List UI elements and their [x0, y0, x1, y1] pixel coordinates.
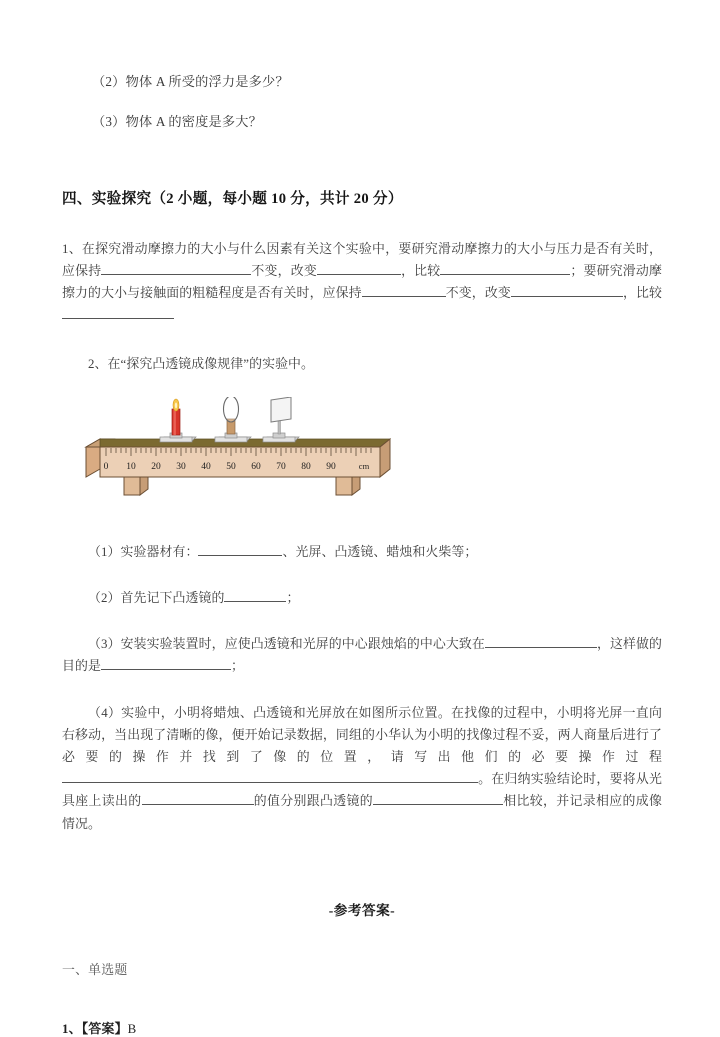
experiment-question-2-stem: 2、在“探究凸透镜成像规律”的实验中。 [88, 356, 315, 371]
experiment-question-1 [62, 238, 662, 327]
q2-sub3-blank-2 [101, 657, 231, 671]
spacer [62, 327, 662, 353]
q1-blank-3 [440, 261, 570, 275]
spacer [62, 919, 662, 959]
svg-text:0: 0 [103, 461, 109, 472]
question-2-buoyancy: （2）物体 A 所受的浮力是多少？ [92, 74, 289, 89]
spacer [62, 153, 662, 187]
spacer [62, 609, 662, 633]
q2-sub4-segment-3: 的值分别跟凸透镜的 [253, 794, 373, 809]
svg-text:40: 40 [201, 461, 211, 472]
q2-sub3-segment-1: （3）安装实验装置时，应使凸透镜和光屏的中心跟烛焰的中心大致在 [88, 637, 485, 652]
answer-value: B [127, 1021, 137, 1036]
svg-text:20: 20 [151, 461, 161, 472]
q1-segment-4: ；要研究滑动摩擦力的大小与接触面的粗糙程度是否有关时，应保持 [62, 264, 663, 301]
bench-front-face [100, 447, 380, 477]
q2-sub-1 [62, 541, 662, 563]
section-heading-experiment: 四、实验探究（2 小题，每小题 10 分，共计 20 分） [62, 190, 403, 207]
svg-text:cm: cm [358, 460, 370, 471]
candle-assembly [160, 399, 196, 442]
question-3-density: （3）物体 A 的密度是多大？ [92, 114, 263, 130]
q1-segment-2: 不变，改变 [251, 264, 317, 279]
spacer [62, 563, 662, 587]
q2-sub2-segment-2: ； [286, 591, 300, 606]
spacer [62, 375, 662, 397]
q2-sub1-segment-1: （1）实验器材有： [88, 544, 199, 559]
q1-blank-2 [317, 261, 401, 275]
q1-blank-5 [511, 283, 623, 297]
q1-segment-3: ，比较 [400, 264, 441, 279]
q2-sub4-blank-1 [62, 769, 478, 783]
q2-sub-2 [62, 587, 662, 609]
q2-sub4-segment-4: 相比较，并记录相应的成像情况。 [62, 794, 662, 831]
q2-sub4-blank-3 [373, 791, 503, 805]
answer-number: 1、 [62, 1021, 82, 1036]
q2-sub3-segment-3: ； [230, 659, 244, 674]
reference-answers-title: -参考答案- [328, 902, 396, 918]
answer-item-1 [62, 1018, 662, 1037]
light-screen-assembly [263, 397, 299, 442]
q2-sub4-segment-1: （4）实验中，小明将蜡烛、凸透镜和光屏放在如图所示位置。在找像的过程中，小明将光屏一直向右移动，当出现了清晰的像，便开始记录数据，同组的小华认为小明的找像过程不妥，两人商量后进行了必要的操作并找到了像的位置，请写出他们的必要操作过程 [62, 705, 662, 764]
svg-text:30: 30 [176, 461, 186, 472]
answers-section-single-choice: 一、单选题 [62, 962, 128, 977]
q2-sub-3 [62, 633, 662, 677]
optical-bench-figure [84, 397, 404, 505]
svg-text:10: 10 [126, 461, 136, 472]
q2-sub1-segment-2: 、光屏、凸透镜、蜡烛和火柴等； [282, 544, 478, 559]
q2-sub1-blank [198, 542, 282, 556]
light-screen [271, 397, 291, 422]
svg-text:90: 90 [326, 461, 336, 472]
q2-sub2-segment-1: （2）首先记下凸透镜的 [88, 591, 225, 606]
spacer [62, 835, 662, 899]
q1-segment-5: 不变，改变 [445, 286, 511, 301]
page-content [62, 72, 662, 1037]
q2-sub3-segment-2: ，这样做的目的是 [62, 637, 662, 674]
svg-text:50: 50 [226, 461, 236, 472]
q2-sub4-segment-2: 。在归纳实验结论时，要将从光具座上读出的 [62, 772, 662, 809]
spacer [62, 978, 662, 1018]
svg-text:80: 80 [301, 461, 311, 472]
spacer [62, 208, 662, 238]
q2-sub4-blank-2 [142, 791, 254, 805]
q1-segment-1: 1、在探究滑动摩擦力的大小与什么因素有关这个实验中，要研究滑动摩擦力的大小与压力是否有关时，应保持 [62, 241, 662, 279]
q1-blank-4 [362, 283, 446, 297]
answer-label: 【答案】 [81, 1021, 128, 1036]
candle-body [172, 409, 180, 435]
svg-text:70: 70 [276, 461, 286, 472]
convex-lens-assembly [215, 397, 251, 442]
q1-blank-1 [101, 261, 251, 275]
q2-sub3-blank-1 [485, 634, 597, 648]
q1-blank-6 [62, 306, 174, 320]
q2-sub2-blank [224, 588, 286, 602]
q1-segment-6: ，比较 [622, 286, 662, 301]
spacer [62, 678, 662, 702]
optical-bench-diagram [84, 397, 404, 505]
spacer [62, 505, 662, 541]
q2-sub-4 [62, 702, 662, 835]
svg-text:60: 60 [251, 461, 261, 472]
convex-lens [224, 397, 239, 422]
